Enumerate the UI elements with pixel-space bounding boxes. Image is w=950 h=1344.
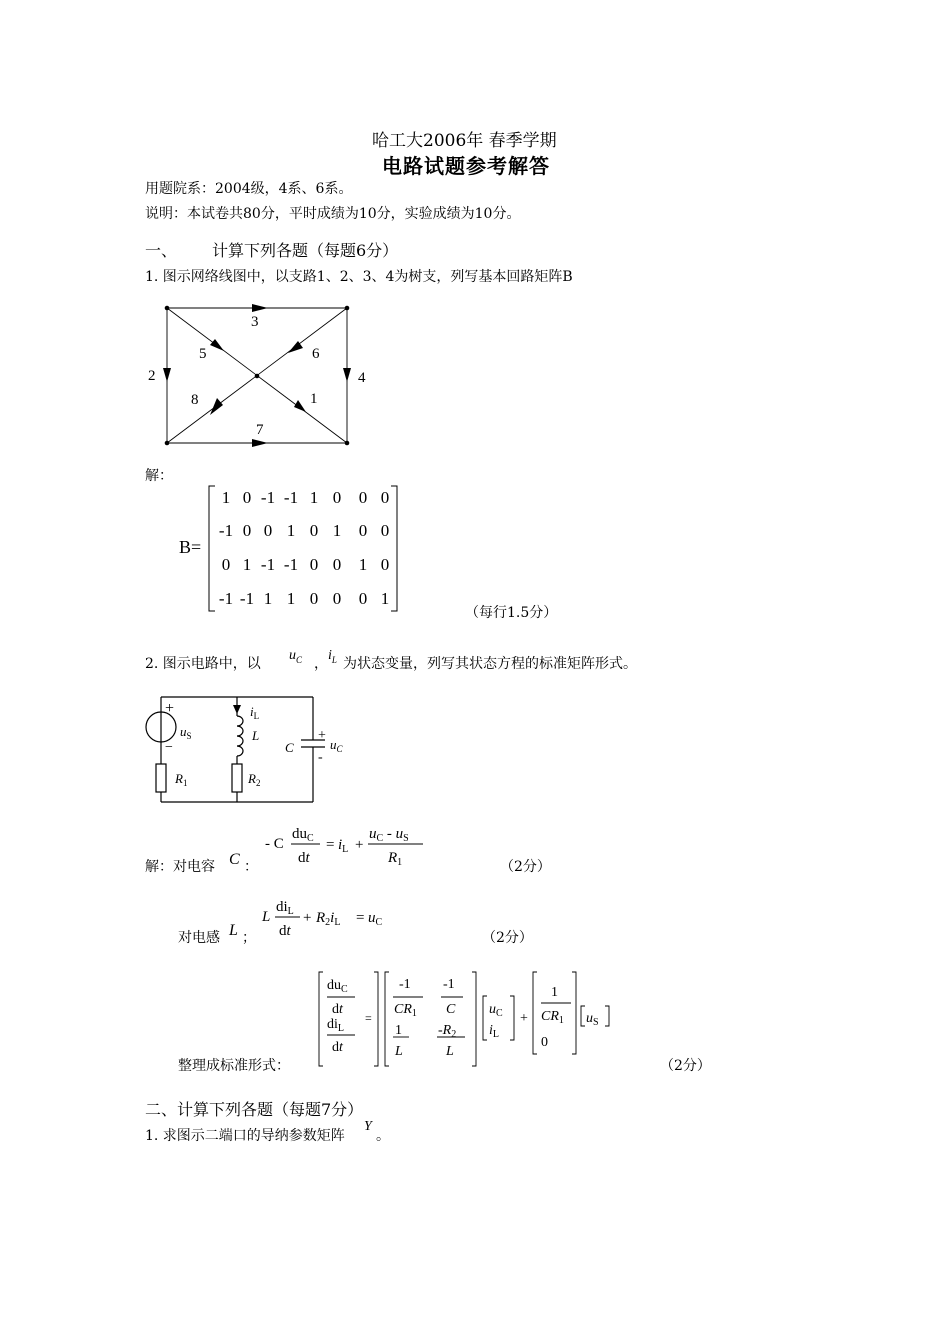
svg-text:diL: $di_L$: [276, 899, 294, 917]
q1-score: （每行1.5分）: [465, 605, 558, 621]
branch-label-8: 8: [191, 392, 199, 408]
svg-text:0: 0: [541, 1035, 548, 1050]
inductor-l-label: L: [252, 728, 260, 743]
matrix-b-cell: 1: [242, 555, 252, 574]
matrix-b-cell: 1: [286, 589, 296, 608]
matrix-b-cell: -1: [218, 589, 234, 608]
svg-text:1: 1: [395, 1023, 402, 1038]
svg-text:L: L: [446, 1044, 454, 1059]
matrix-b-cell: -1: [260, 555, 276, 574]
ind-equation: [258, 893, 398, 943]
svg-text:=: =: [326, 837, 335, 853]
arrow-3: [252, 304, 268, 312]
q1-text: 1. 图示网络线图中，以支路1、2、3、4为树支，列写基本回路矩阵B: [145, 269, 573, 285]
matrix-b-cell: 1: [286, 521, 296, 540]
node-top-left: [165, 306, 170, 311]
svg-text:-1: -1: [443, 977, 455, 992]
matrix-b-cell: 0: [309, 589, 319, 608]
matrix-b-cell: 1: [380, 589, 390, 608]
section1-number: 一、: [145, 241, 178, 260]
q1-solution-label: 解：: [145, 468, 173, 484]
arrow-2: [163, 368, 171, 382]
q2-var-il: $i_L$: [328, 648, 337, 665]
arrow-8: [210, 398, 223, 415]
ind-eq-var: L: [229, 922, 238, 939]
matrix-b-cell: -1: [260, 488, 276, 507]
matrix-b-cell: -1: [283, 488, 299, 507]
svg-text:- C: - C: [265, 836, 284, 852]
svg-text:=: =: [356, 910, 365, 926]
current-il-label: $i_L$: [250, 704, 260, 721]
branch-label-5: 5: [199, 346, 207, 362]
node-bottom-left: [165, 441, 170, 446]
capacitor-minus: -: [318, 750, 323, 765]
capacitor-plus: +: [318, 728, 326, 743]
std-form-prefix: 整理成标准形式：: [178, 1058, 290, 1074]
matrix-b-cell: 0: [380, 521, 390, 540]
svg-text:L: L: [262, 909, 271, 925]
svg-text:dt: dt: [298, 850, 310, 866]
ind-eq-prefix: 对电感: [178, 930, 220, 946]
section2-heading: 二、计算下列各题（每题7分）: [145, 1100, 364, 1119]
ind-score: （2分）: [482, 930, 533, 946]
svg-text:duC: $du_C$: [327, 978, 348, 995]
q2-text-b: 为状态变量，列写其状态方程的标准矩阵形式。: [343, 656, 637, 672]
std-score: （2分）: [660, 1058, 711, 1074]
source-minus: −: [165, 740, 173, 755]
svg-text:diL: $di_L$: [327, 1017, 344, 1034]
node-bottom-right: [345, 441, 350, 446]
svg-text:-1: -1: [399, 977, 411, 992]
svg-text:iL: $i_L$: [338, 837, 349, 855]
branch-label-2: 2: [148, 368, 156, 384]
matrix-b-cell: 0: [380, 488, 390, 507]
matrix-b-cell: 0: [332, 555, 342, 574]
resistor-r2-label: $R_2$: [248, 771, 261, 788]
cap-eq-prefix: 解：对电容: [145, 859, 215, 875]
svg-text:+: +: [355, 837, 364, 853]
arrow-4: [343, 368, 351, 382]
svg-text:dt: dt: [332, 1002, 343, 1017]
matrix-b-cell: -1: [218, 521, 234, 540]
svg-text:CR1: $CR_1$: [394, 1002, 417, 1019]
branch-label-1: 1: [310, 391, 318, 407]
matrix-b-cell: -1: [239, 589, 255, 608]
matrix-b-cell: -1: [283, 555, 299, 574]
matrix-b-cell: 0: [358, 521, 368, 540]
matrix-b-cell: 1: [358, 555, 368, 574]
exam-title: 电路试题参考解答: [382, 154, 550, 178]
section2-q1-text: 1. 求图示二端口的导纳参数矩阵: [145, 1128, 345, 1144]
cap-eq-colon: ：: [244, 859, 258, 875]
svg-text:=: =: [365, 1011, 372, 1025]
inductor-icon: [237, 716, 243, 756]
department-line: 用题院系：2004级，4系、6系。: [145, 181, 353, 197]
branch-label-3: 3: [251, 314, 259, 330]
matrix-b-cell: 0: [309, 555, 319, 574]
source-us-label: $u_S$: [180, 724, 192, 741]
matrix-b-cell: 1: [332, 521, 342, 540]
matrix-b-cell: 0: [332, 488, 342, 507]
capacitor-uc-label: $u_C$: [330, 737, 343, 754]
q2-separator: ，: [314, 656, 328, 672]
matrix-b-cell: 0: [380, 555, 390, 574]
svg-text:L: L: [395, 1044, 403, 1059]
svg-text:+: +: [303, 910, 312, 926]
matrix-b-cell: 0: [221, 555, 231, 574]
ind-eq-colon: ；: [242, 930, 256, 946]
arrow-5: [210, 339, 224, 351]
matrix-b-label: B=: [179, 537, 202, 557]
matrix-b-cell: 0: [242, 488, 252, 507]
branch-label-6: 6: [312, 346, 320, 362]
state-equation-matrix: [315, 968, 615, 1070]
svg-text:R1: $R_1$: [388, 850, 403, 868]
section2-q1-end: 。: [376, 1128, 390, 1144]
svg-text:C: C: [446, 1002, 456, 1017]
resistor-r1-icon: [156, 764, 166, 792]
matrix-b-cell: 1: [309, 488, 319, 507]
branch-label-7: 7: [256, 422, 264, 438]
exam-term-title: 哈工大2006年 春季学期: [372, 131, 557, 151]
network-graph: [130, 290, 390, 460]
branch-label-4: 4: [358, 370, 366, 386]
arrow-7: [252, 439, 268, 447]
matrix-b-cell: 0: [242, 521, 252, 540]
svg-text:+: +: [520, 1011, 528, 1026]
cap-score: （2分）: [500, 859, 551, 875]
q2-text-a: 2. 图示电路中，以: [145, 656, 261, 672]
cap-eq-var: C: [229, 851, 240, 868]
svg-text:duC: $du_C$: [292, 826, 314, 844]
matrix-b-cell: 0: [358, 589, 368, 608]
node-top-right: [345, 306, 350, 311]
svg-text:CR1: $CR_1$: [541, 1009, 564, 1026]
resistor-r2-icon: [232, 764, 242, 792]
svg-text:dt: dt: [279, 923, 291, 939]
matrix-b-cell: 0: [309, 521, 319, 540]
matrix-b-cell: 1: [263, 589, 273, 608]
svg-text:dt: dt: [332, 1040, 343, 1055]
arrow-1: [294, 400, 306, 412]
section2-q1-var: Y: [364, 1119, 372, 1134]
score-note: 说明：本试卷共80分，平时成绩为10分，实验成绩为10分。: [145, 206, 521, 222]
matrix-b-cell: 1: [221, 488, 231, 507]
resistor-r1-label: $R_1$: [175, 771, 188, 788]
cap-equation: [260, 820, 430, 870]
matrix-b-cell: 0: [358, 488, 368, 507]
svg-text:uC: $u_C$: [489, 1002, 503, 1019]
matrix-b-cell: 0: [263, 521, 273, 540]
capacitor-c-label: C: [285, 740, 294, 755]
svg-text:-R2: $-R_2$: [438, 1023, 457, 1040]
current-arrow-icon: [233, 705, 241, 714]
section1-heading: 计算下列各题（每题6分）: [212, 241, 399, 260]
circuit-diagram: [140, 690, 350, 805]
matrix-b-cell: 0: [332, 589, 342, 608]
q2-var-uc: $u_C$: [289, 648, 303, 665]
svg-text:uC: $u_C$: [368, 910, 383, 928]
source-plus: +: [165, 700, 175, 717]
node-center: [255, 374, 260, 379]
svg-text:uS: $u_S$: [586, 1011, 599, 1028]
svg-text:R2iL: $R_2i_L$: [316, 910, 341, 928]
svg-text:iL: $i_L$: [489, 1023, 499, 1040]
svg-text:uC - uS: $u_C - u_S$: [369, 826, 409, 844]
svg-text:1: 1: [551, 985, 558, 1000]
